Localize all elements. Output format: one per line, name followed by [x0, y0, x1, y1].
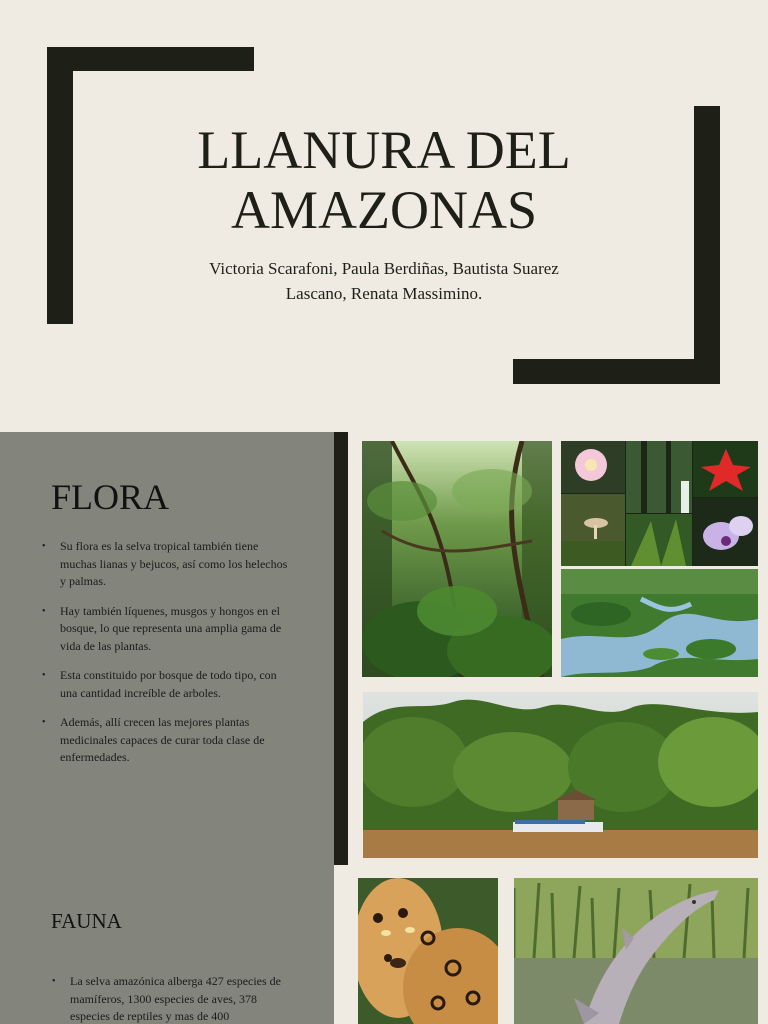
title-line-1: LLANURA DEL — [197, 120, 571, 180]
river-aerial-photo — [561, 569, 758, 677]
fauna-bullet: • La selva amazónica alberga 427 especies de mamíferos, 1300 especies de aves, 378 especies de reptiles y mas de 400 — [52, 973, 292, 1024]
corner-bracket-bottom-right — [513, 359, 720, 384]
authors-line-1: Victoria Scarafoni, Paula Berdiñas, Bautista Suarez — [209, 259, 559, 278]
riverbank-forest-photo — [363, 692, 758, 858]
flora-slide — [0, 432, 768, 865]
jungle-vines-photo — [362, 441, 552, 677]
flora-collage-photo — [561, 441, 758, 566]
flora-bullet-list — [42, 538, 292, 779]
pink-dolphin-photo — [514, 878, 758, 1024]
corner-bracket-bottom-right-vertical — [694, 106, 720, 384]
fauna-heading: FAUNA — [51, 909, 122, 933]
corner-bracket-top-left-vertical — [47, 47, 73, 324]
title-slide — [0, 0, 768, 432]
slide-title — [120, 120, 648, 240]
authors-line-2: Lascano, Renata Massimino. — [285, 284, 483, 303]
authors — [150, 256, 618, 306]
corner-bracket-top-left — [47, 47, 254, 71]
fauna-bullet-list — [52, 973, 292, 1024]
flora-bullet: • Esta constituido por bosque de todo tipo, con una cantidad increíble de arboles. — [42, 667, 292, 702]
flora-bullet: • Hay también líquenes, musgos y hongos en el bosque, lo que representa una amplia gama de vida de las plantas. — [42, 603, 292, 656]
jaguar-photo — [358, 878, 498, 1024]
flora-text-panel — [0, 432, 334, 865]
fauna-slide — [0, 865, 768, 1024]
flora-bullet: • Además, allí crecen las mejores plantas medicinales capaces de curar toda clase de enfermedades. — [42, 714, 292, 767]
fauna-text-panel — [0, 865, 334, 1024]
flora-bullet: • Su flora es la selva tropical también tiene muchas lianas y bejucos, así como los helechos y palmas. — [42, 538, 292, 591]
title-line-2: AMAZONAS — [230, 180, 538, 240]
flora-heading: FLORA — [51, 477, 170, 517]
